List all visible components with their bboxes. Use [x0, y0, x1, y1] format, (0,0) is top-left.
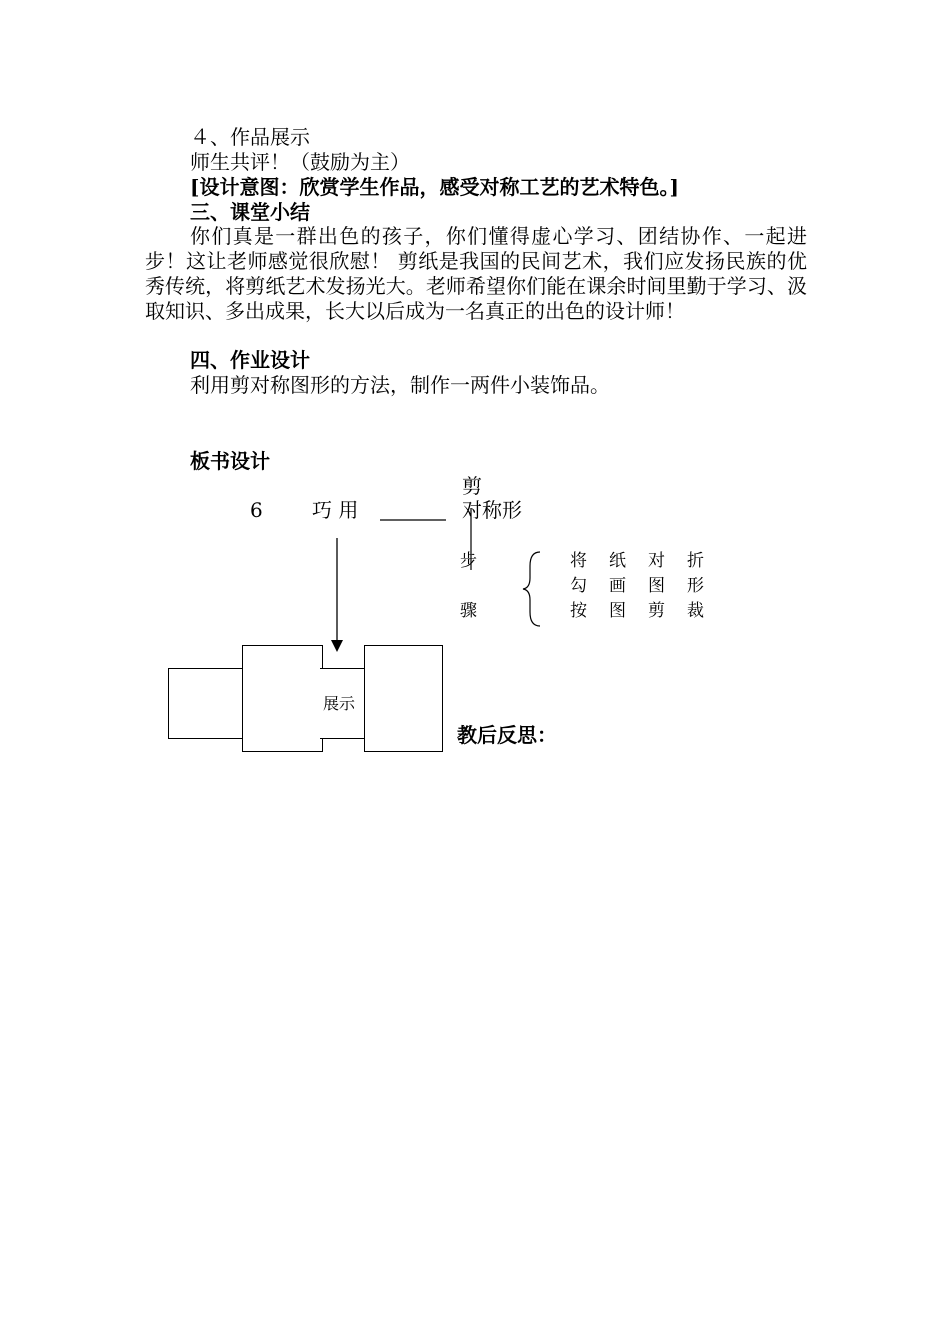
step-3-char-1: 按 — [570, 601, 587, 621]
reflection-heading: 教后反思： — [457, 723, 557, 747]
board-title: 巧 用 — [312, 498, 359, 522]
review-line: 师生共评！（鼓励为主） — [190, 150, 410, 174]
display-label: 展示 — [323, 694, 356, 713]
display-box-center-left — [242, 645, 323, 752]
board-heading: 板书设计 — [190, 449, 270, 473]
step-1-char-2: 纸 — [609, 551, 626, 571]
display-box-left — [168, 668, 246, 739]
step-3-char-2: 图 — [609, 601, 626, 621]
step-label-2: 骤 — [460, 601, 477, 621]
step-1-char-3: 对 — [648, 551, 665, 571]
step-2-char-2: 画 — [609, 576, 626, 596]
homework-text: 利用剪对称图形的方法，制作一两件小装饰品。 — [190, 373, 610, 397]
board-number: 6 — [250, 498, 263, 522]
step-3-char-4: 裁 — [687, 601, 704, 621]
summary-paragraph: 你们真是一群出色的孩子，你们懂得虚心学习、团结协作、一起进步！这让老师感觉很欣慰！ 剪纸是我国的民间艺术，我们应发扬民族的优秀传统，将剪纸艺术发扬光大。老师希望你们能在课余时间里勤于学习、汲取知识、多出成果，长大以后成为一名真正的出色的设计师！ — [145, 224, 807, 323]
step-1-char-1: 将 — [570, 551, 587, 571]
section-4-heading: ４、作品展示 — [190, 125, 310, 149]
step-2-char-4: 形 — [687, 576, 704, 596]
left-brace — [523, 552, 540, 626]
board-symmetric: 对称形 — [462, 498, 522, 522]
board-cut-char: 剪 — [462, 474, 482, 498]
homework-heading: 四、作业设计 — [190, 348, 310, 372]
display-box-right — [364, 645, 443, 752]
section-3-heading: 三、课堂小结 — [190, 200, 310, 224]
step-2-char-3: 图 — [648, 576, 665, 596]
step-label-1: 步 — [460, 551, 477, 571]
step-1-char-4: 折 — [687, 551, 704, 571]
design-intent: [设计意图：欣赏学生作品，感受对称工艺的艺术特色。] — [190, 175, 679, 199]
step-3-char-3: 剪 — [648, 601, 665, 621]
down-arrow-head — [331, 640, 343, 652]
step-2-char-1: 勾 — [570, 576, 587, 596]
